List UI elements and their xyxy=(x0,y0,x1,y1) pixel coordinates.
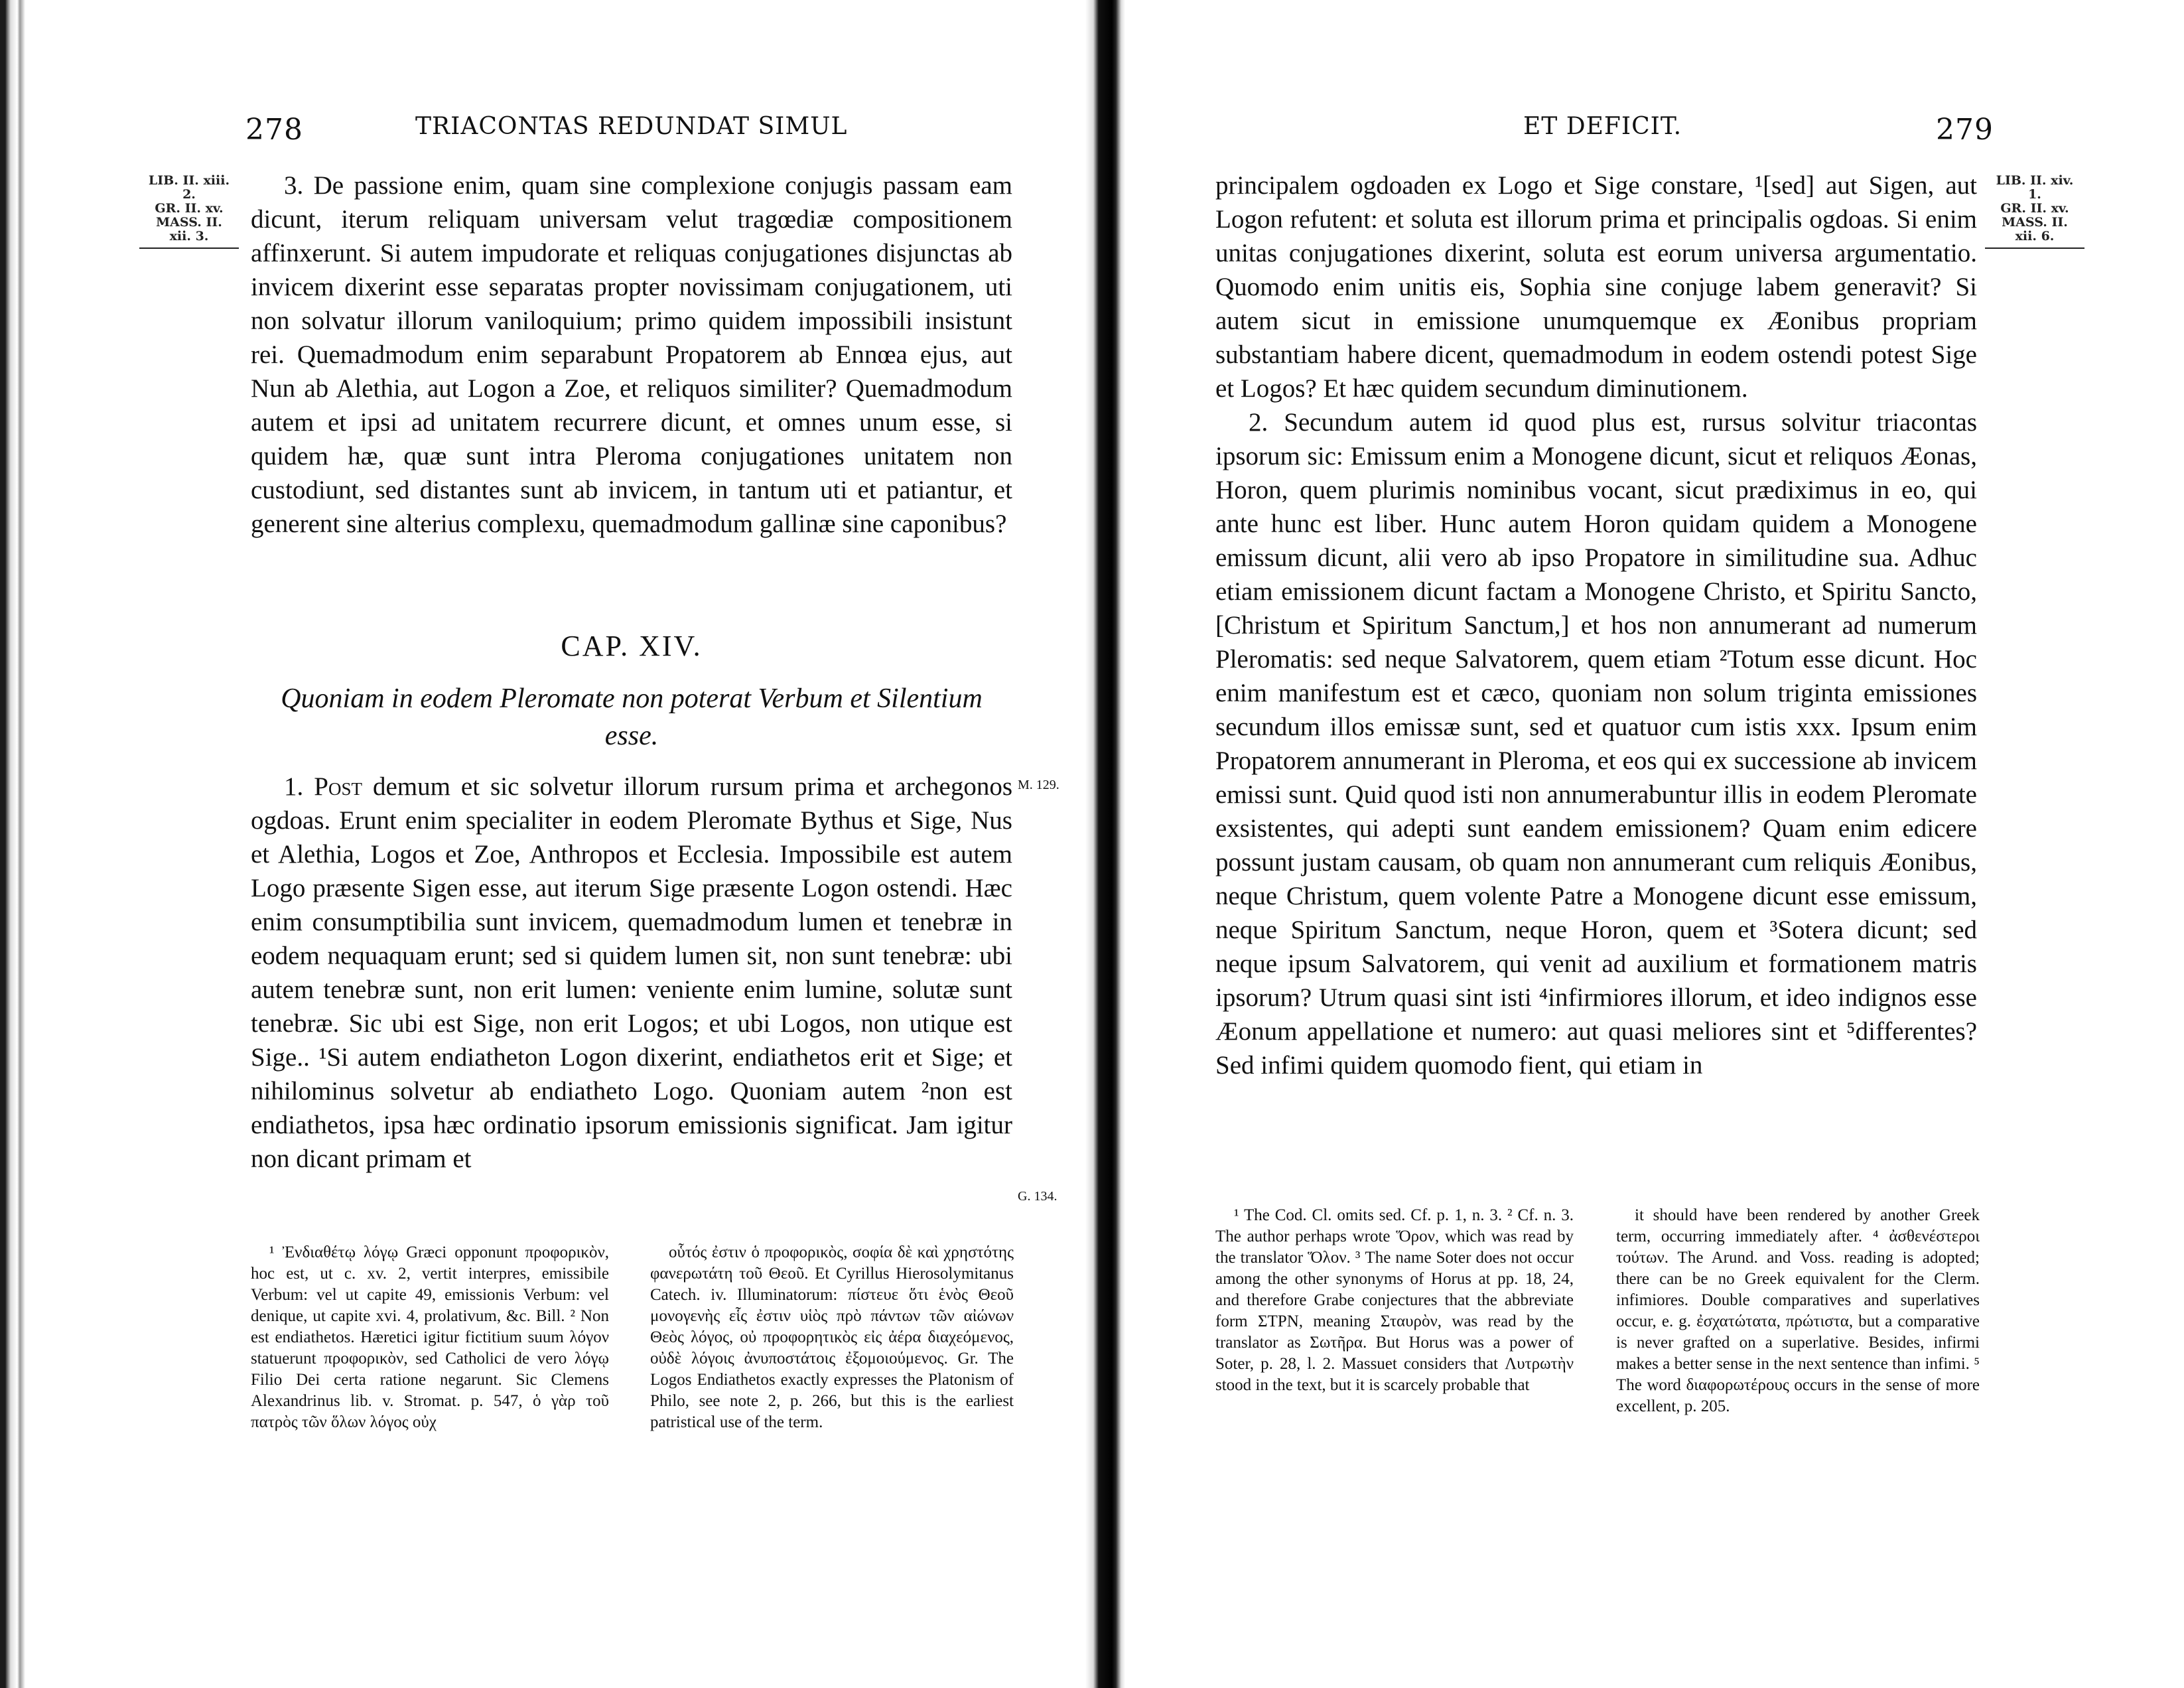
footnote-text: οὗτός ἐστιν ὁ προφορικὸς, σοφία δὲ καὶ χρηστότης φανερωτάτη τοῦ Θεοῦ. Et Cyrillus Hierosolymitanus Catech. iv. Illuminatorum: πίστευε ὅτι ἑνὸς Θεοῦ μονογενὴς εἷς ἐστιν υἱὸς πρὸ πάντων τῶν αἰώνων Θεὸς λόγος, οὐ προφορητικὸς εἰς ἀέρα διαχεόμενος, οὐδὲ λόγοις ἀνυποστάτοις ἐξομοιούμενος. Gr. The Logos Endiathetos exactly expresses the Platonism of Philo, see note 2, p. 266, but this is the earliest patristical use of the term. xyxy=(650,1243,1014,1431)
chapter-title: CAP. XIV. xyxy=(561,630,703,662)
footnotes-column-1 xyxy=(251,1242,609,1433)
book-edge xyxy=(0,0,31,1688)
chapter-subtitle: Quoniam in eodem Pleromate non poterat Verbum et Silentium esse. xyxy=(281,683,983,751)
running-head: ET DEFICIT. xyxy=(1523,113,1682,140)
side-ref-line: GR. II. xv. xyxy=(155,201,224,216)
paragraph-text: 2. Secundum autem id quod plus est, rursus solvitur triacontas ipsorum sic: Emissum enim a Monogene dicunt, sicut et reliquos Æonas, Horon, quem plurimis nominibus vocant, sicut prædiximus in eo, qui ante hunc est liber. Hunc autem Horon quidam quidem a Monogene emissum dicunt, alii vero ab ipso Propatore in similitudine sua. Adhuc etiam emissionem dicunt factam a Monogene Christo, et Spiritu Sancto, [Christum et Spiritum Sanctum,] et hos non annumerant ad numerum Pleromatis: sed neque Salvatorem, quem etiam ²Totum esse dicunt. Hoc enim manifestum est et cæco, quoniam non solum triginta emissiones secundum illos emissæ sunt, sed et quatuor cum istis xxx. Ipsum enim Propatorem annumerant in Pleroma, et eos qui ex successione ab invicem emissi sunt. Quid quod isti non annumerabuntur illis in eodem Pleromate exsistentes, qui adepti sunt eandem emissionem? Quam enim edicere possunt justam causam, ob quam non annumerant cum reliquis Æonibus, neque Christum, quem volente Patre a Monogene dicunt esse emissum, neque Spiritum Sanctum, neque Horon, quem et ³Sotera dicunt; sed neque ipsum Salvatorem, qui venit ad auxilium et formationem matris ipsorum? Utrum quasi sint isti ⁴infirmiores illorum, et ideo indignos esse Æonum appellatione et numero: aut quasi meliores sint et ⁵differentes? Sed infimi quidem quomodo fient, qui etiam in xyxy=(1215,408,1977,1080)
side-ref-line: LIB. II. xiv. xyxy=(1996,173,2074,188)
paragraph-3 xyxy=(251,169,1012,541)
side-reference xyxy=(139,174,239,249)
margin-reference-g: G. 134. xyxy=(1018,1189,1058,1204)
side-ref-line: GR. II. xv. xyxy=(2000,201,2069,216)
side-ref-line: xii. 6. xyxy=(2015,229,2055,244)
footnotes-column-1 xyxy=(1215,1205,1574,1396)
page-number: 279 xyxy=(1936,113,1994,147)
chapter-heading xyxy=(251,629,1012,754)
footnote-text: ¹ The Cod. Cl. omits sed. Cf. p. 1, n. 3. ² Cf. n. 3. The author perhaps wrote Ὅρον, which was read by the translator Ὅλον. ³ The name Soter does not occur among the other synonyms of Horus at pp. 18, 24, and therefore Grabe conjectures that the abbreviate form ΣΤΡΝ, meaning Σταυρὸν, was read by the translator as Σωτῆρα. But Horus was a power of Soter, p. 28, l. 2. Massuet considers that Λυτρωτὴν stood in the text, but it is scarcely probable that xyxy=(1215,1206,1574,1394)
para-number: 1. xyxy=(284,772,314,801)
footnote-text: ¹ Ἐνδιαθέτῳ λόγῳ Græci opponunt προφορικὸν, hoc est, ut c. xv. 2, vertit interpres, emissibile Verbum: vel ut capite 49, emissionis Verbum: vel denique, ut capite xvi. 4, prolativum, &c. Bill. ² Non est endiathetos. Hæretici igitur fictitium suum λόγον statuerunt προφορικὸν, sed Catholici de vero λόγῳ Filio Dei certa ratione negarunt. Sic Clemens Alexandrinus lib. v. Stromat. p. 547, ὁ γὰρ τοῦ πατρὸς τῶν ὅλων λόγος οὐχ xyxy=(251,1243,609,1431)
side-ref-line: LIB. II. xiii. xyxy=(148,173,230,188)
margin-reference-m: M. 129. xyxy=(1018,778,1059,792)
footnotes-column-2 xyxy=(650,1242,1014,1433)
side-ref-rule xyxy=(139,247,239,249)
side-ref-rule xyxy=(1985,247,2084,249)
side-reference xyxy=(1985,174,2084,249)
paragraph-text: principalem ogdoaden ex Logo et Sige constare, ¹[sed] aut Sigen, aut Logon refutent: et soluta est illorum prima et principalis ogdoas. Si enim unitas conjugationes dixerint, soluta est eorum universa argumentatio. Quomodo enim unitis eis, Sophia sine conjuge labem generavit? Si autem sicut in emissione unumquemque ex Æonibus propriam substantiam habere dicent, quemadmodum in eodem ostendi potest Sige et Logos? Et hæc quidem secundum diminutionem. xyxy=(1215,171,1977,403)
page-number: 278 xyxy=(245,113,303,147)
smallcaps-word: Post xyxy=(314,772,362,801)
paragraph-text: 3. De passione enim, quam sine complexione conjugis passam eam dicunt, iterum reliquam universam velut tragœdiæ compositionem affinxerunt. Si autem impudorate et reliquas conjugationes disjunctas ab invicem dixerint esse separatas propter novissimam conjugationem, uti non solvatur illorum vaniloquium; primo quidem impossibili insistunt rei. Quemadmodum enim separabunt Propatorem ab Ennœa ejus, aut Nun ab Alethia, aut Logon a Zoe, et reliquos similiter? Quemadmodum autem et ipsi ad unitatem recurrere dicunt, et omnes unum esse, si quidem hæ, quæ sunt intra Pleroma conjugationes unitatem non custodiunt, sed distantes sunt ab invicem, in tantum uti et patiantur, et generent sine alterius complexu, quemadmodum gallinæ sine caponibus? xyxy=(251,171,1012,538)
side-ref-line: MASS. II. xyxy=(2002,215,2068,230)
paragraph-continued xyxy=(1215,169,1977,1082)
side-ref-line: 2. xyxy=(182,187,196,202)
side-ref-line: xii. 3. xyxy=(169,229,209,244)
side-ref-line: MASS. II. xyxy=(156,215,222,230)
paragraph-1 xyxy=(251,770,1012,1176)
running-head: TRIACONTAS REDUNDAT SIMUL xyxy=(415,113,848,140)
right-page xyxy=(1092,0,2184,1688)
side-ref-line: 1. xyxy=(2028,187,2041,202)
footnote-text: it should have been rendered by another Greek term, occurring immediately after. ⁴ ἀσθενέστεροι τούτων. The Arund. and Voss. reading is adopted; there can be no Greek equivalent for the Clerm. infimiores. Double comparatives and superlatives occur, e. g. ἐσχατώτατα, πρώτιστα, but a comparative is never grafted on a superlative. Besides, infirmi makes a better sense in the next sentence than infimi. ⁵ The word διαφορωτέρους occurs in the sense of more excellent, p. 205. xyxy=(1616,1206,1980,1415)
footnotes-column-2 xyxy=(1616,1205,1980,1417)
paragraph-text: demum et sic solvetur illorum rursum prima et archegonos ogdoas. Erunt enim specialiter in eodem Pleromate Bythus et Sige, Nus et Alethia, Logos et Zoe, Anthropos et Ecclesia. Impossibile est autem Logo præsente Sigen esse, aut iterum Sige præsente Logon ostendi. Hæc enim consumptibilia sunt invicem, quemadmodum lumen et tenebræ in eodem nequaquam erunt; sed si quidem lumen sit, non sunt tenebræ: ubi autem tenebræ sunt, non erit lumen: veniente enim lumine, solutæ sunt tenebræ. Sic ubi est Sige, non erit Logos; et ubi Logos, non utique est Sige.. ¹Si autem endiatheton Logon dixerint, endiathetos erit et Sige; et nihilominus solvetur ab endiatheto Logo. Quoniam autem ²non est endiathetos, ipsa hæc ordinatio ipsorum emissionis significat. Jam igitur non dicant primam et xyxy=(251,772,1013,1173)
